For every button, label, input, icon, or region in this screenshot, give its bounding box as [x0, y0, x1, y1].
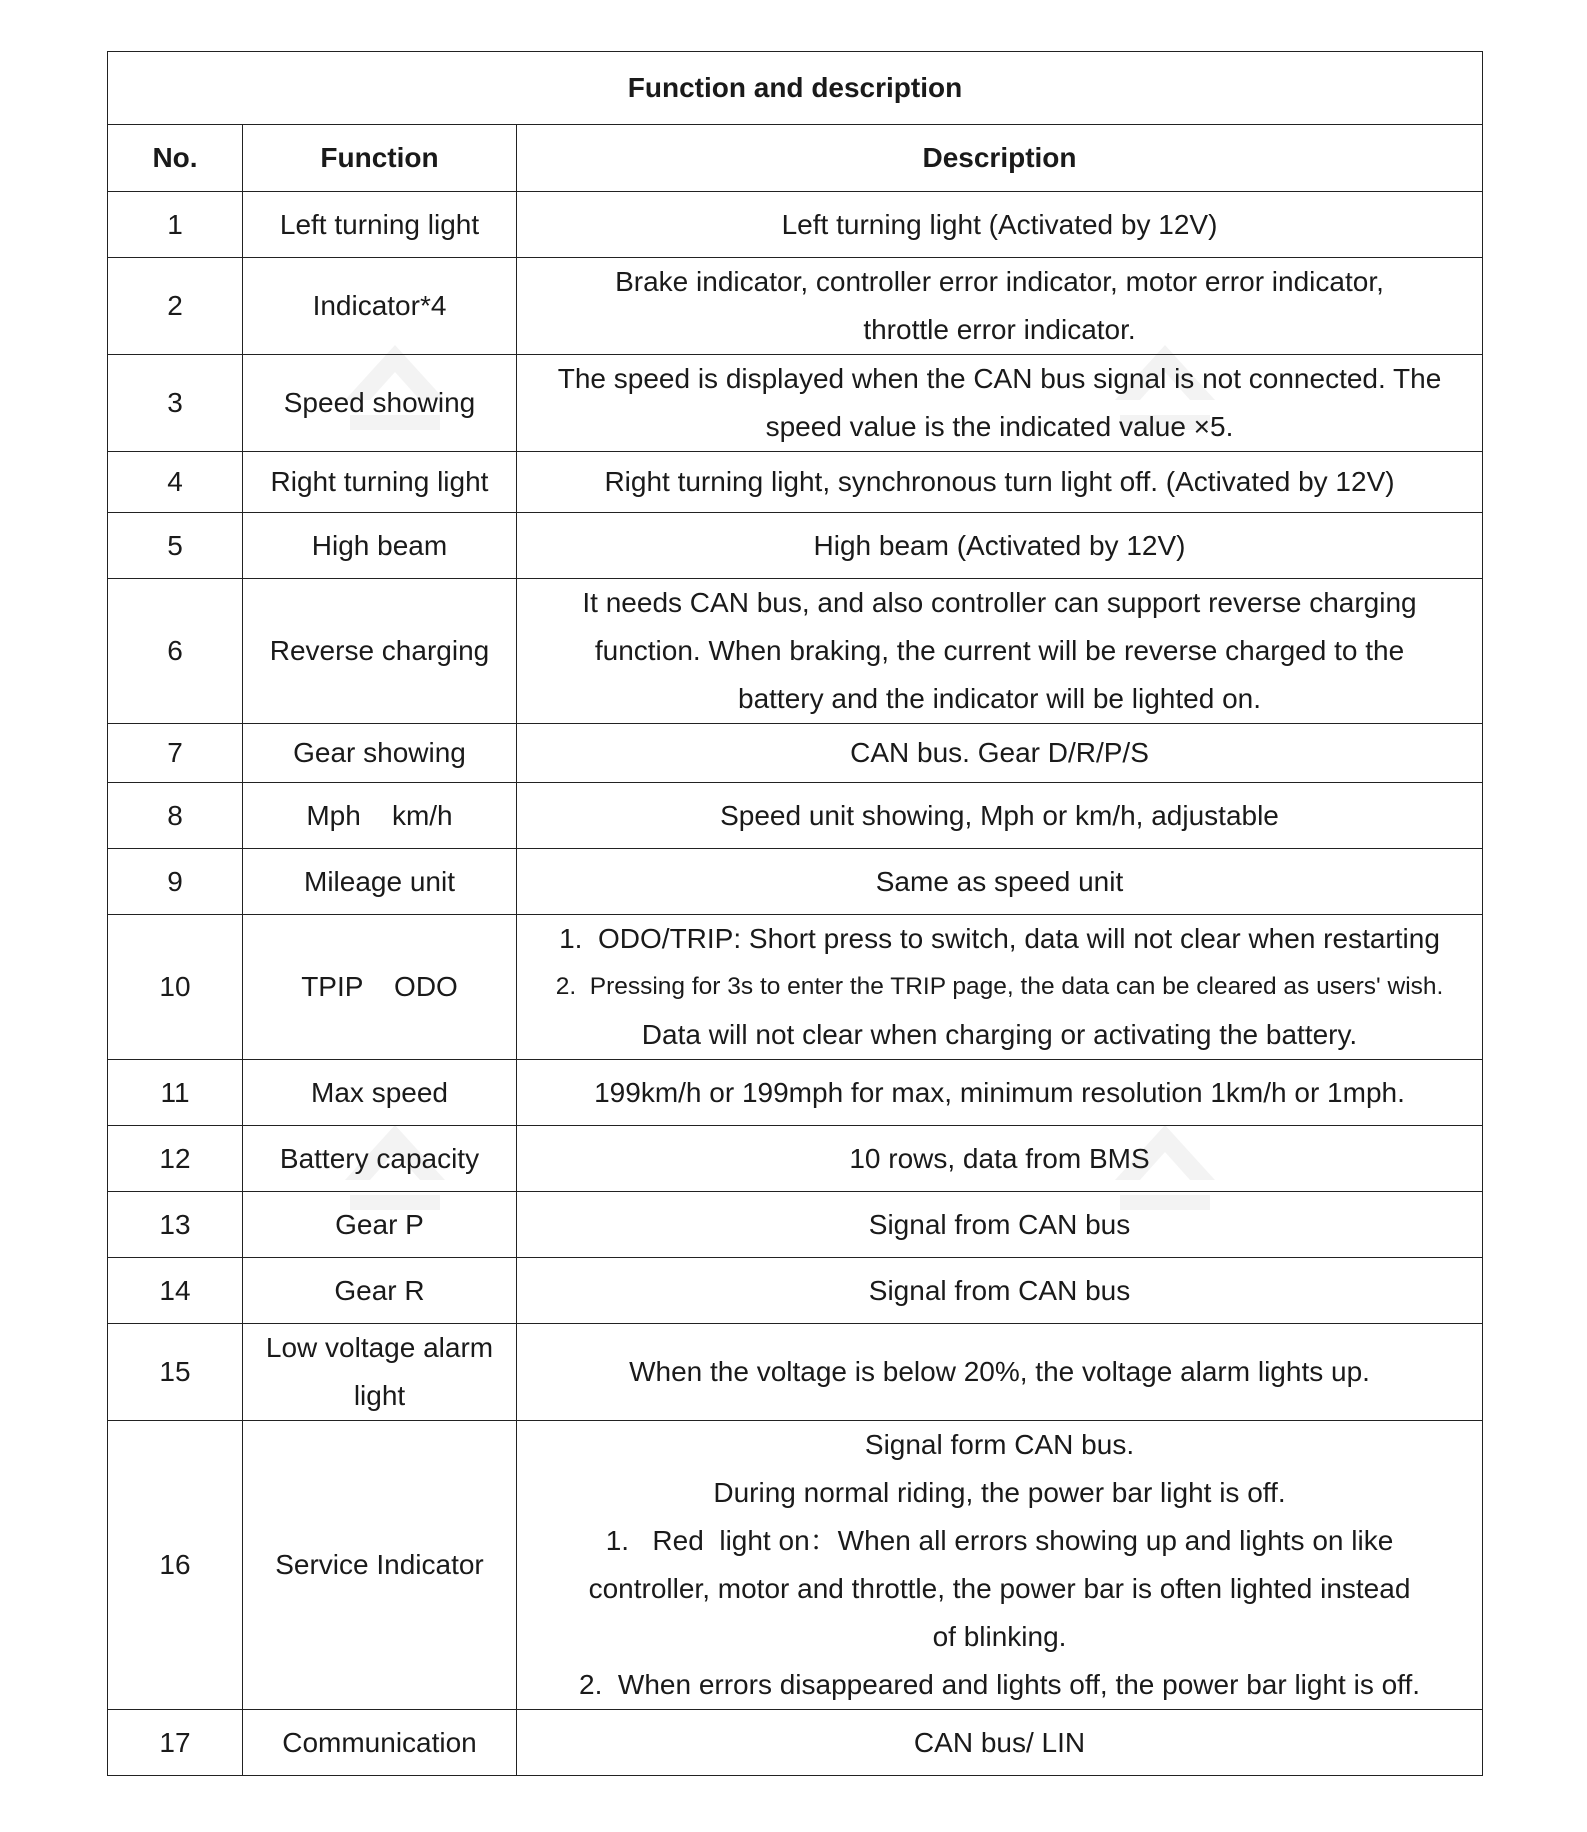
cell-function: Mileage unit — [243, 849, 517, 915]
description-line: Speed unit showing, Mph or km/h, adjustable — [720, 799, 1279, 831]
cell-function: Indicator*4 — [243, 258, 517, 355]
description-line: speed value is the indicated value ×5. — [765, 411, 1234, 442]
cell-description — [517, 355, 1483, 452]
cell-no: 13 — [108, 1192, 243, 1258]
cell-no: 10 — [108, 915, 243, 1060]
description-line: Signal from CAN bus — [868, 1274, 1131, 1306]
description-line: throttle error indicator. — [863, 314, 1136, 345]
cell-description — [517, 1710, 1483, 1776]
table-title-row — [108, 52, 1483, 125]
cell-description — [517, 1421, 1483, 1710]
table-row — [108, 1710, 1483, 1776]
header-no: No. — [108, 125, 243, 192]
header-description: Description — [517, 125, 1483, 192]
header-function: Function — [243, 125, 517, 192]
table-row — [108, 258, 1483, 355]
cell-no: 3 — [108, 355, 243, 452]
table-row — [108, 1192, 1483, 1258]
description-line: Left turning light (Activated by 12V) — [781, 208, 1218, 240]
cell-description — [517, 1192, 1483, 1258]
table-row — [108, 452, 1483, 513]
table-row — [108, 915, 1483, 1060]
cell-no: 8 — [108, 783, 243, 849]
description-line: battery and the indicator will be lighted on. — [738, 683, 1261, 714]
cell-no: 14 — [108, 1258, 243, 1324]
description-line: 10 rows, data from BMS — [849, 1142, 1150, 1174]
table-row — [108, 1421, 1483, 1710]
cell-function: Service Indicator — [243, 1421, 517, 1710]
cell-no: 16 — [108, 1421, 243, 1710]
cell-function: Right turning light — [243, 452, 517, 513]
table-row — [108, 1324, 1483, 1421]
table-row — [108, 1258, 1483, 1324]
cell-no: 12 — [108, 1126, 243, 1192]
cell-description — [517, 258, 1483, 355]
cell-no: 15 — [108, 1324, 243, 1421]
description-line: controller, motor and throttle, the power bar is often lighted instead — [588, 1573, 1411, 1604]
cell-function: Gear R — [243, 1258, 517, 1324]
cell-no: 6 — [108, 579, 243, 724]
cell-function: TPIP ODO — [243, 915, 517, 1060]
description-line: Signal from CAN bus — [868, 1208, 1131, 1240]
cell-description — [517, 724, 1483, 783]
table-row — [108, 579, 1483, 724]
cell-description — [517, 192, 1483, 258]
description-line: When the voltage is below 20%, the voltage alarm lights up. — [629, 1356, 1370, 1387]
description-line: The speed is displayed when the CAN bus signal is not connected. The — [557, 363, 1442, 394]
cell-function: Reverse charging — [243, 579, 517, 724]
cell-function: Speed showing — [243, 355, 517, 452]
description-line: 199km/h or 199mph for max, minimum resolution 1km/h or 1mph. — [594, 1076, 1405, 1108]
description-line: function. When braking, the current will be reverse charged to the — [594, 635, 1405, 666]
cell-function: Mph km/h — [243, 783, 517, 849]
cell-no: 7 — [108, 724, 243, 783]
table-row — [108, 1126, 1483, 1192]
cell-no: 5 — [108, 513, 243, 579]
table-row — [108, 724, 1483, 783]
cell-description — [517, 579, 1483, 724]
description-line: 1. Red light on：When all errors showing up and lights on like — [605, 1525, 1394, 1556]
cell-no: 9 — [108, 849, 243, 915]
cell-function: Low voltage alarm light — [243, 1324, 517, 1421]
cell-function: Battery capacity — [243, 1126, 517, 1192]
table-row — [108, 1060, 1483, 1126]
function-table — [107, 51, 1483, 1776]
cell-function: Max speed — [243, 1060, 517, 1126]
description-line: Brake indicator, controller error indicator, motor error indicator, — [615, 266, 1384, 297]
description-line: CAN bus/ LIN — [913, 1726, 1086, 1758]
table-row — [108, 849, 1483, 915]
table-row — [108, 783, 1483, 849]
cell-no: 1 — [108, 192, 243, 258]
description-line: CAN bus. Gear D/R/P/S — [850, 737, 1149, 768]
description-line: 2. Pressing for 3s to enter the TRIP page, the data can be cleared as users' wish. — [555, 973, 1444, 1000]
description-line: Same as speed unit — [875, 865, 1124, 897]
cell-description — [517, 849, 1483, 915]
cell-description — [517, 513, 1483, 579]
cell-description — [517, 1258, 1483, 1324]
cell-function: Communication — [243, 1710, 517, 1776]
table-row — [108, 513, 1483, 579]
table-row — [108, 355, 1483, 452]
cell-no: 4 — [108, 452, 243, 513]
cell-description — [517, 1060, 1483, 1126]
table-title: Function and description — [108, 52, 1483, 125]
cell-description — [517, 452, 1483, 513]
cell-function: Gear showing — [243, 724, 517, 783]
cell-description — [517, 783, 1483, 849]
description-line: 1. ODO/TRIP: Short press to switch, data will not clear when restarting — [559, 923, 1440, 954]
cell-function: High beam — [243, 513, 517, 579]
description-line: During normal riding, the power bar light is off. — [713, 1477, 1286, 1508]
description-line: of blinking. — [932, 1621, 1067, 1652]
description-line: High beam (Activated by 12V) — [813, 529, 1186, 561]
description-line: Signal form CAN bus. — [864, 1429, 1135, 1460]
cell-description — [517, 1126, 1483, 1192]
table-row — [108, 192, 1483, 258]
cell-description — [517, 1324, 1483, 1421]
description-line: Right turning light, synchronous turn light off. (Activated by 12V) — [604, 466, 1395, 497]
table-header-row — [108, 125, 1483, 192]
cell-function: Gear P — [243, 1192, 517, 1258]
cell-description — [517, 915, 1483, 1060]
cell-no: 17 — [108, 1710, 243, 1776]
cell-no: 2 — [108, 258, 243, 355]
description-line: Data will not clear when charging or activating the battery. — [641, 1019, 1358, 1050]
cell-no: 11 — [108, 1060, 243, 1126]
description-line: 2. When errors disappeared and lights off, the power bar light is off. — [579, 1669, 1420, 1700]
cell-function: Left turning light — [243, 192, 517, 258]
description-line: It needs CAN bus, and also controller can support reverse charging — [582, 587, 1417, 618]
